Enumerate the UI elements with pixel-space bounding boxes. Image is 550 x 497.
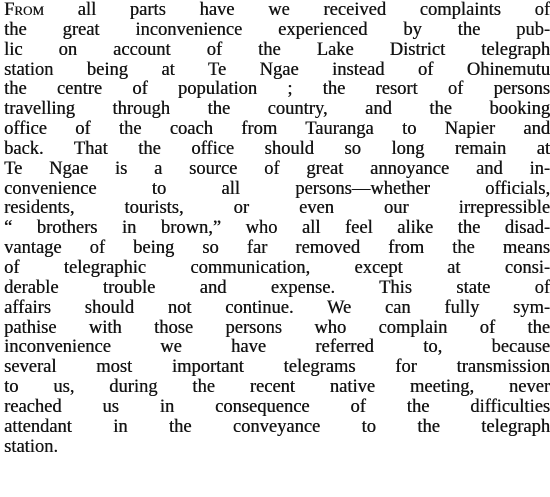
article-line-20: to us, during the recent native meeting, never (4, 377, 550, 398)
article-line-21: reached us in consequence of the difficulties (4, 396, 550, 417)
article-line-16: affairs should not continue. We can fully sym- (4, 297, 550, 318)
article-line-12: “ brothers in brown,” who all feel alike the disad- (4, 218, 550, 239)
article-line-19: several most important telegrams for transmission (4, 357, 550, 378)
article-line-1-text: all parts have we received complaints of (43, 0, 550, 20)
article-line-11: residents, tourists, or even our irrepressible (4, 198, 550, 219)
article-line-2: the great inconvenience experienced by the pub- (4, 19, 550, 40)
article-line-10: convenience to all persons—whether officials, (4, 178, 550, 199)
article-line-17: pathise with those persons who complain of the (4, 317, 550, 338)
article-line-14: of telegraphic communication, except at consi- (4, 257, 550, 278)
article-line-8: back. That the office should so long remain at (4, 138, 550, 159)
newspaper-article (4, 1, 550, 457)
article-line-22: attendant in the conveyance to the telegraph (4, 416, 550, 437)
article-line-4: station being at Te Ngae instead of Ohinemutu (4, 59, 550, 80)
article-line-5: the centre of population ; the resort of persons (4, 79, 550, 100)
article-line-15: derable trouble and expense. This state of (4, 277, 550, 298)
article-line-9: Te Ngae is a source of great annoyance and in- (4, 158, 550, 179)
article-line-7: office of the coach from Tauranga to Napier and (4, 119, 550, 140)
article-lead-word: From (4, 0, 44, 20)
article-line-6: travelling through the country, and the booking (4, 99, 550, 120)
article-line-23: station. (4, 436, 58, 457)
article-line-1 (4, 1, 550, 21)
article-line-13: vantage of being so far removed from the means (4, 238, 550, 259)
article-line-3: lic on account of the Lake District telegraph (4, 39, 550, 60)
article-line-18: inconvenience we have referred to, because (4, 337, 550, 358)
